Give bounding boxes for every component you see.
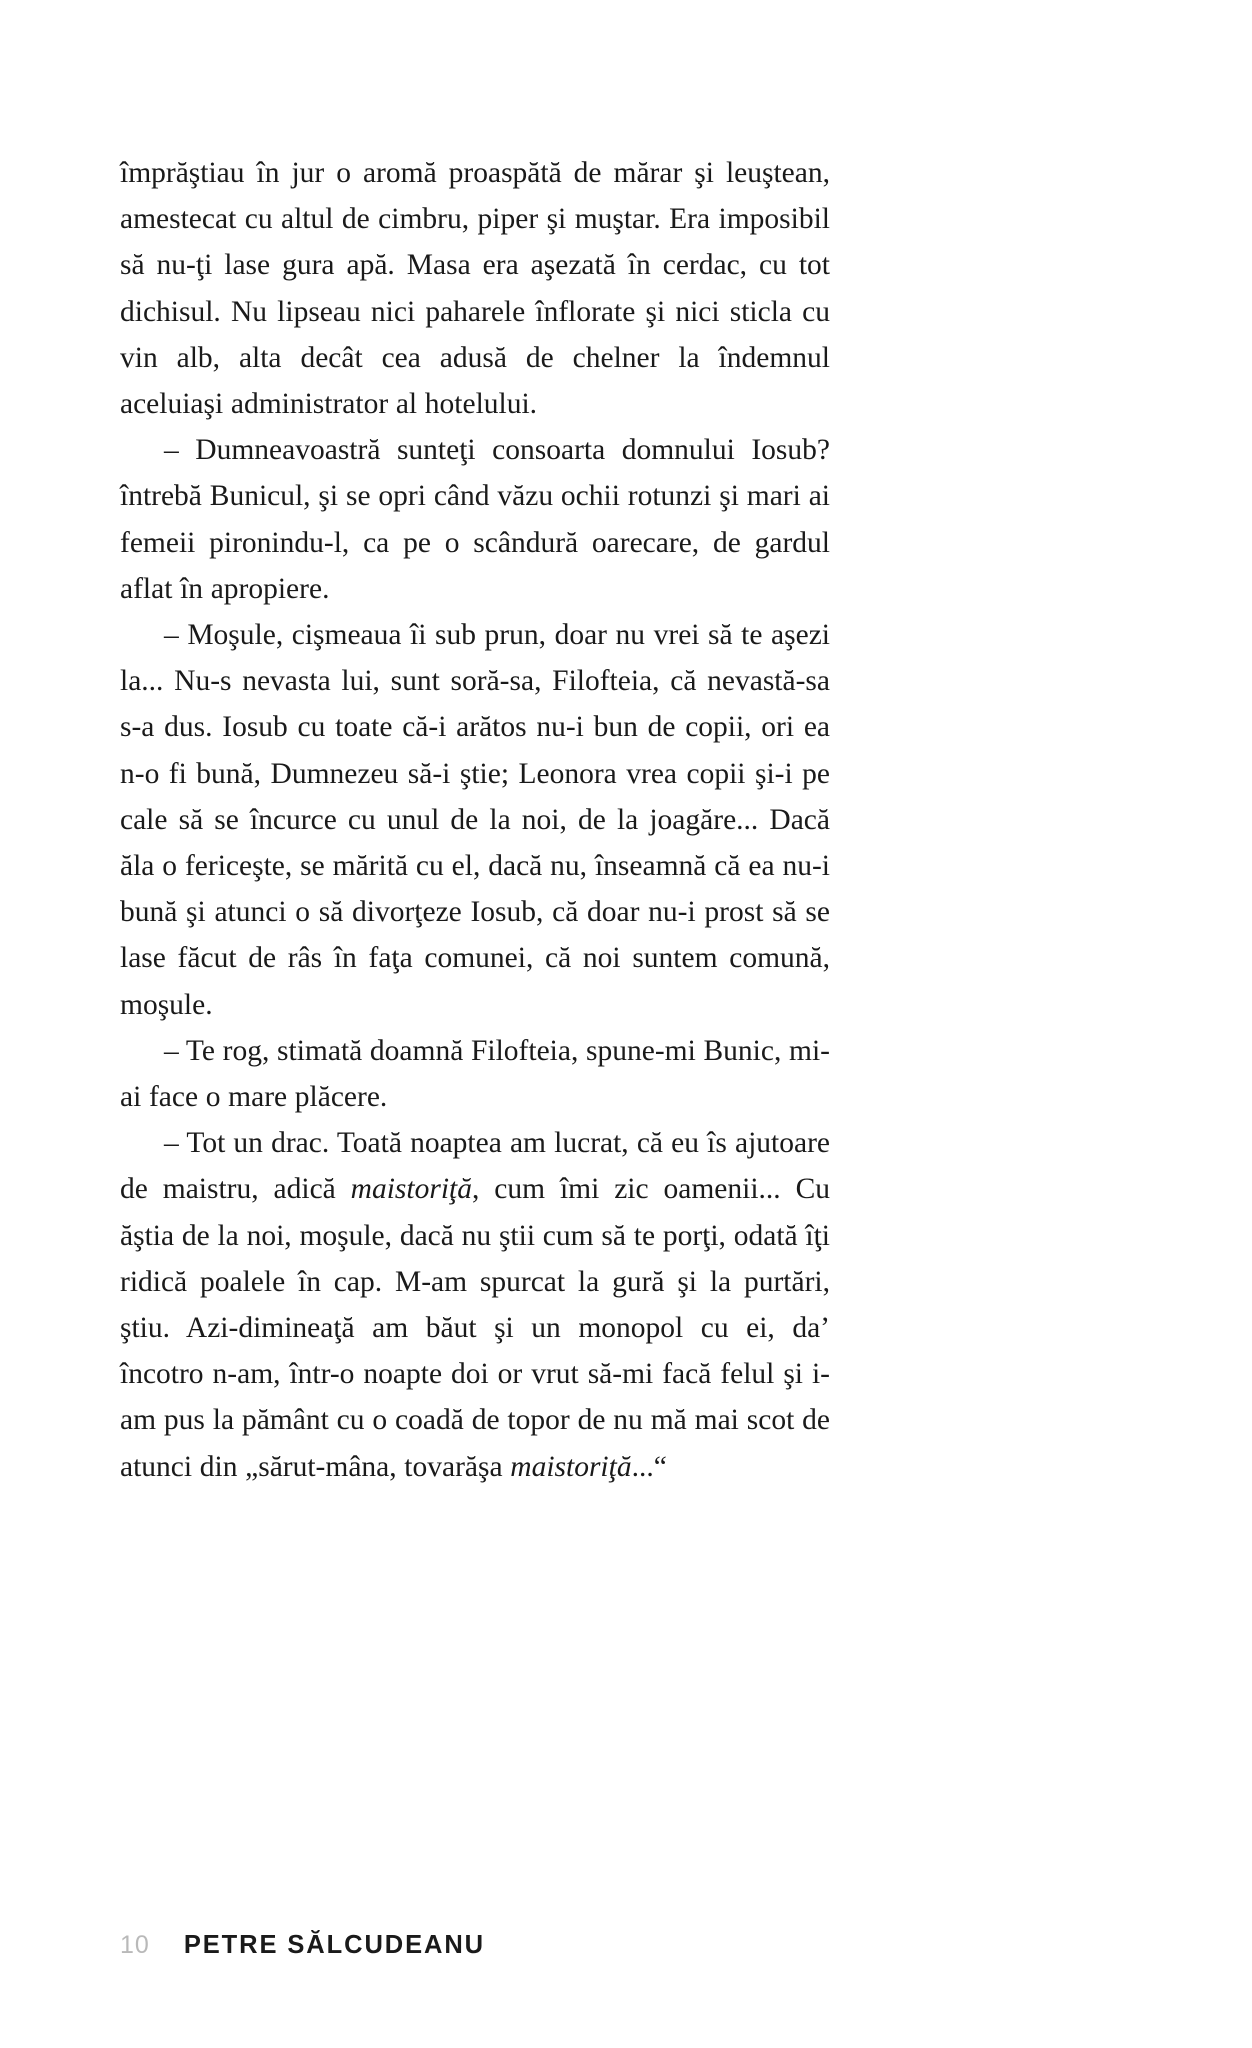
text-run: , cum îmi zic oamenii... Cu ăştia de la noi, moşule, dacă nu ştii cum să te porţi, odată îţi ridică poalele în cap. M-am spurcat la gură şi la purtări, ştiu. Azi-dimineaţă am băut şi un monopol cu ei, da’ încotro n-am, într-o noapte doi or vrut să-mi facă felul şi i-am pus la pământ cu o coadă de topor de nu mă mai scot de atunci din „sărut-mâna, tovarăşa xyxy=(120,1173,830,1483)
text-run: – Moşule, cişmeaua îi sub prun, doar nu vrei să te aşezi la... Nu-s nevasta lui, sunt soră-sa, Filofteia, că nevastă-sa s-a dus. Iosub cu toate că-i arătos nu-i bun de copii, ori ea n-o fi bună, Dumnezeu să-i ştie; Leonora vrea copii şi-i pe cale să se încurce cu unul de la noi, de la joagăre... Dacă ăla o fericeşte, se mărită cu el, dacă nu, înseamnă că ea nu-i bună şi atunci o să divorţeze Iosub, că doar nu-i prost să se lase făcut de râs în faţa comunei, că noi suntem comună, moşule. xyxy=(120,619,830,1021)
text-run: – Dumneavoastră sunteţi consoarta domnului Iosub? întrebă Bunicul, şi se opri când văzu ochii rotunzi şi mari ai femeii pironindu-l, ca pe o scândură oarecare, de gardul aflat în apropiere. xyxy=(120,434,830,605)
body-text-column xyxy=(120,150,830,1490)
paragraph-4-dialogue xyxy=(120,1028,830,1120)
paragraph-3-dialogue xyxy=(120,612,830,1028)
running-head-author: PETRE SĂLCUDEANU xyxy=(183,1931,486,1959)
emphasis-maistorita-2: maistoriţă xyxy=(510,1450,632,1483)
page-number: 10 xyxy=(120,1931,150,1959)
text-run: împrăştiau în jur o aromă proaspătă de mărar şi leuştean, amestecat cu altul de cimbru, piper şi muştar. Era imposibil să nu-ţi lase gura apă. Masa era aşezată în cerdac, cu tot dichisul. Nu lipseau nici paharele înflorate şi nici sticla cu vin alb, alta decât cea adusă de chelner la îndemnul aceluiaşi administrator al hotelului. xyxy=(120,157,830,421)
paragraph-2-dialogue xyxy=(120,427,830,612)
page-footer xyxy=(120,1931,485,1960)
text-run: – Tot un drac. Toată noaptea am lucrat, că eu îs ajutoare de maistru, adică xyxy=(120,1127,830,1206)
text-run: ...“ xyxy=(631,1450,667,1483)
emphasis-maistorita-1: maistoriţă xyxy=(350,1173,472,1206)
paragraph-1 xyxy=(120,150,830,427)
text-run: – Te rog, stimată doamnă Filofteia, spune-mi Bunic, mi-ai face o mare plăcere. xyxy=(120,1034,830,1114)
paragraph-5-dialogue xyxy=(120,1120,830,1490)
